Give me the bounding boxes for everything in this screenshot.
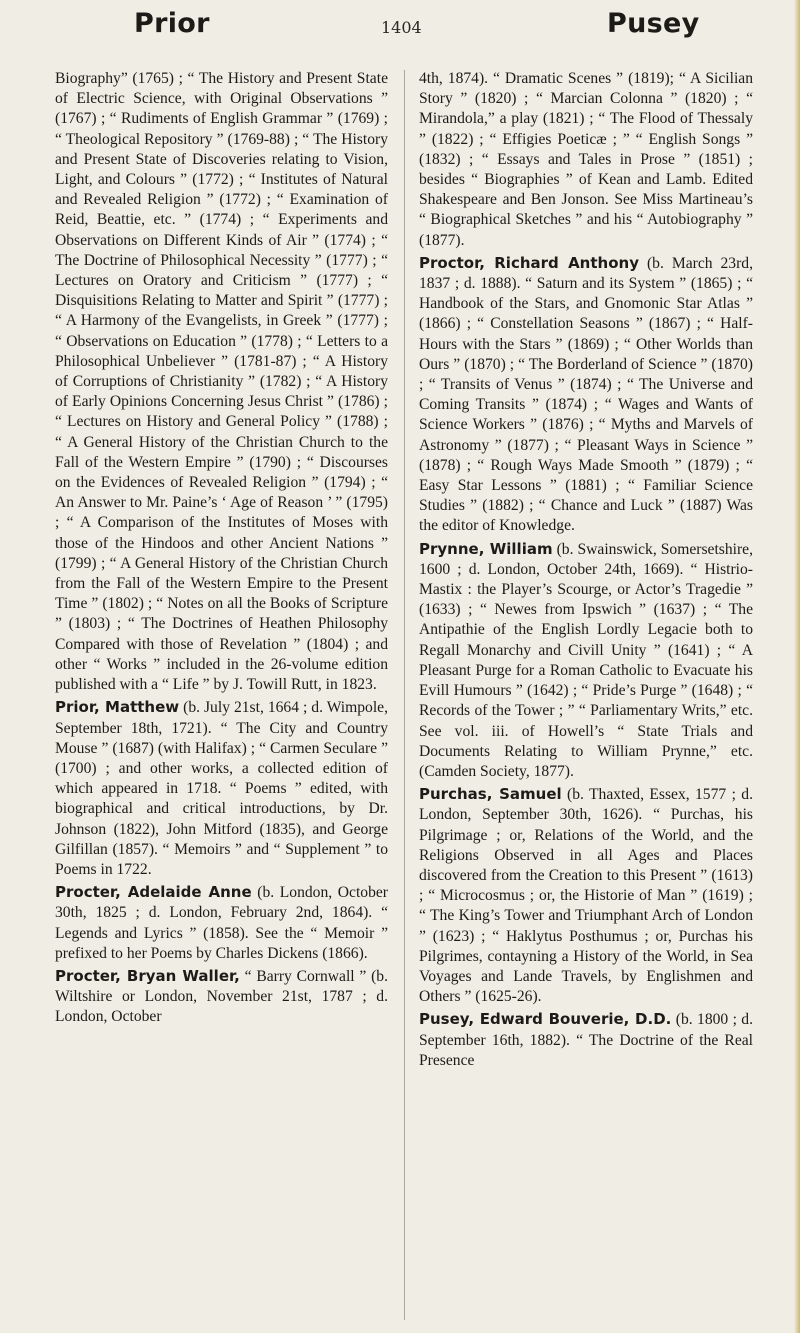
entry-heading: Purchas, Samuel	[419, 785, 562, 804]
entry-heading: Pusey, Edward Bouverie, D.D.	[419, 1010, 672, 1029]
column-divider	[404, 70, 405, 1320]
left-column	[55, 68, 388, 1028]
entry-text: (b. March 23rd, 1837 ; d. 1888). “ Saturn and its System ” (1865) ; “ Handbook of the Stars, and Gnomonic Star Atlas ” (1866) ; “ Constellation Seasons ” (1867) ; “ Half-Hours with the Stars ” (1869) ; “ Other Worlds than Ours ” (1870) ; “ The Borderland of Science ” (1870) ; “ Transits of Venus ” (1874) ; “ The Universe and Coming Transits ” (1874) ; “ Wages and Wants of Science Workers ” (1876) ; “ Myths and Marvels of Astronomy ” (1877) ; “ Pleasant Ways in Science ” (1878) ; “ Rough Ways Made Smooth ” (1879) ; “ Easy Star Lessons ” (1881) ; “ Familiar Science Studies ” (1882) ; “ Chance and Luck ” (1887) Was the editor of Knowledge.	[419, 254, 753, 535]
entry-paragraph	[419, 68, 753, 251]
entry-paragraph	[55, 68, 388, 695]
entry-text: (b. Swainswick, Somersetshire, 1600 ; d. London, October 24th, 1669). “ Histrio-Mastix : the Player’s Scourge, or Actor’s Tragedie ” (1633) ; “ Newes from Ipswich ” (1637) ; “ The Antipathie of the English Lordly Legacie both to Regall Monarchy and Civill Unity ” (1641) ; “ A Pleasant Purge for a Roman Catholic to Evacuate his Evill Humours ” (1642) ; “ Pride’s Purge ” (1648) ; “ Records of the Tower ; ” “ Parliamentary Writs,” etc. See vol. iii. of Howell’s “ State Trials and Documents Relating to William Prynne,” etc. (Camden Society, 1877).	[419, 540, 753, 780]
entry-paragraph	[419, 784, 753, 1007]
entry-heading: Prynne, William	[419, 539, 553, 558]
right-column	[419, 68, 753, 1071]
entry-paragraph	[55, 966, 388, 1028]
entry-heading: Proctor, Richard Anthony	[419, 253, 639, 272]
entry-heading: Procter, Adelaide Anne	[55, 883, 252, 902]
entry-paragraph	[55, 882, 388, 964]
entry-text: Biography” (1765) ; “ The History and Present State of Electric Science, with Original Observations ” (1767) ; “ Rudiments of English Grammar ” (1769) ; “ Theological Repository ” (1769-88) ; “ The History and Present State of Discoveries relating to Vision, Light, and Colours ” (1772) ; “ Institutes of Natural and Revealed Religion ” (1772) ; “ Examination of Reid, Beattie, etc. ” (1774) ; “ Experiments and Observations on Different Kinds of Air ” (1774) ; “ The Doctrine of Philosophical Necessity ” (1777) ; “ Lectures on Oratory and Criticism ” (1777) ; “ Disquisitions Relating to Matter and Spirit ” (1777) ; “ A Harmony of the Evangelists, in Greek ” (1777) ; “ Observations on Education ” (1778) ; “ Letters to a Philosophical Unbeliever ” (1781-87) ; “ A History of Corruptions of Christianity ” (1782) ; “ A History of Early Opinions Concerning Jesus Christ ” (1786) ; “ Lectures on History and General Policy ” (1788) ; “ A General History of the Christian Church to the Fall of the Western Empire ” (1790) ; “ Discourses on the Evidences of Revealed Religion ” (1794) ; “ An Answer to Mr. Paine’s ‘ Age of Reason ’ ” (1795) ; “ A Comparison of the Institutes of Moses with those of the Hindoos and other Ancient Nations ” (1799) ; “ A General History of the Christian Church from the Fall of the Western Empire to the Present Time ” (1802) ; “ Notes on all the Books of Scripture ” (1803) ; “ The Doctrines of Heathen Philosophy Compared with those of Revelation ” (1804) ; and other “ Works ” included in the 26-volume edition published with a “ Life ” by J. Towill Rutt, in 1823.	[55, 70, 388, 694]
entry-text: (b. 1800 ; d. September 16th, 1882). “ The Doctrine of the Real Presence	[419, 1011, 753, 1069]
running-header	[0, 8, 800, 48]
entry-text: (b. Thaxted, Essex, 1577 ; d. London, September 30th, 1626). “ Purchas, his Pilgrimage ; or, Relations of the World, and the Religions Observed in all Ages and Places discovered from the Creation to this Present ” (1613) ; “ Microcosmus ; or, the Historie of Man ” (1619) ; “ The King’s Tower and Triumphant Arch of London ” (1623) ; “ Haklytus Posthumus ; or, Purchas his Pilgrimes, contayning a History of the World, in Sea Voyages and Lande Travels, by Englishmen and Others ” (1625-26).	[419, 786, 753, 1006]
page-edge	[794, 0, 800, 1333]
entry-heading: Procter, Bryan Waller,	[55, 966, 240, 985]
entry-paragraph	[55, 697, 388, 880]
entry-text: “ Barry Cornwall ” (b. Wiltshire or London, November 21st, 1787 ; d. London, October	[55, 967, 388, 1026]
header-right-word: Pusey	[607, 8, 700, 39]
entry-text: (b. July 21st, 1664 ; d. Wimpole, September 18th, 1721). “ The City and Country Mouse ” (1687) (with Halifax) ; “ Carmen Seculare ” (1700) ; and other works, a collected edition of which appeared in 1718. “ Poems ” edited, with biographical and critical introductions, by Dr. Johnson (1822), John Mitford (1835), and George Gilfillan (1857). “ Memoirs ” and “ Supplement ” to Poems in 1722.	[55, 699, 388, 878]
entry-paragraph	[419, 1009, 753, 1071]
entry-heading: Prior, Matthew	[55, 698, 180, 717]
header-left-word: Prior	[134, 8, 210, 39]
page-number: 1404	[381, 18, 422, 37]
entry-paragraph	[419, 253, 753, 537]
entry-paragraph	[419, 539, 753, 782]
entry-text: 4th, 1874). “ Dramatic Scenes ” (1819); “ A Sicilian Story ” (1820) ; “ Marcian Colonna ” (1820) ; “ Mirandola,” a play (1821) ; “ The Flood of Thessaly ” (1822) ; “ Effigies Poeticæ ; ” “ English Songs ” (1832) ; “ Essays and Tales in Prose ” (1851) ; besides “ Biographies ” of Kean and Lamb. Edited Shakespeare and Ben Jonson. See Miss Martineau’s “ Biographical Sketches ” and his “ Autobiography ” (1877).	[419, 70, 753, 249]
entry-text: (b. London, October 30th, 1825 ; d. London, February 2nd, 1864). “ Legends and Lyrics ” (1858). See the “ Memoir ” prefixed to her Poems by Charles Dickens (1866).	[55, 884, 388, 962]
